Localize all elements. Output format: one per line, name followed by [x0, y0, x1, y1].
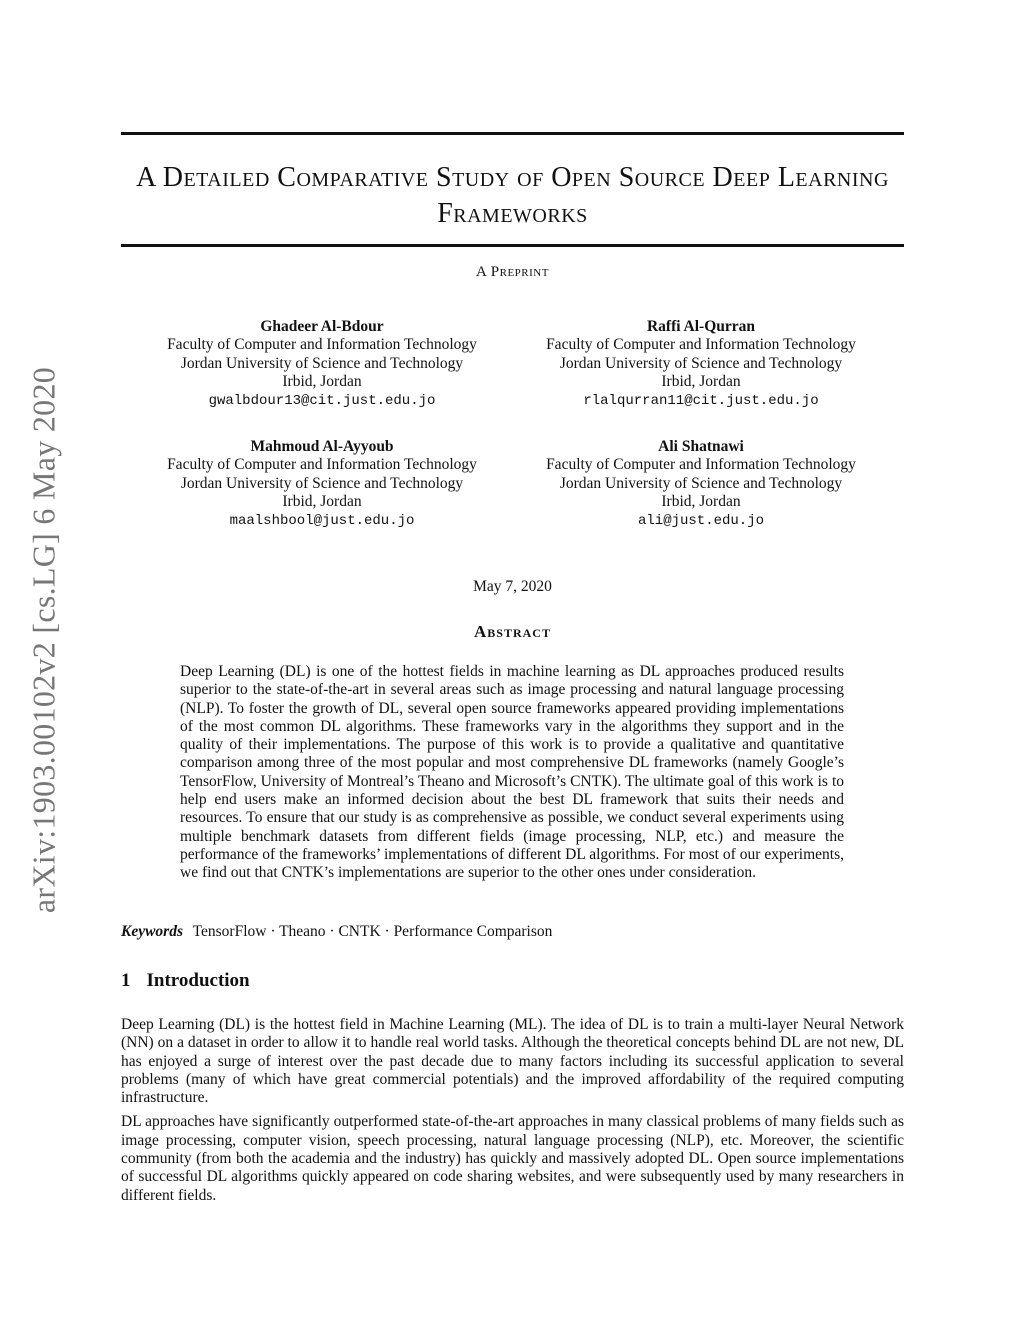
author-block — [122, 318, 522, 410]
paper-date: May 7, 2020 — [473, 578, 552, 595]
author-name: Ghadeer Al-Bdour — [260, 318, 384, 335]
body-paragraph: Deep Learning (DL) is the hottest field in Machine Learning (ML). The idea of DL is to train a multi-layer Neural Network (NN) on a dataset in order to allow it to handle real world tasks. Although the theoretical concepts behind DL are not new, DL has enjoyed a surge of interest over the past decade due to many factors including its successful application to several problems (many of which have great commercial potentials) and the improved affordability of the required computing infrastructure. — [121, 1016, 904, 1107]
author-block — [501, 318, 901, 410]
author-affiliation: Faculty of Computer and Information Technology — [546, 456, 856, 474]
title-top-rule — [121, 132, 904, 135]
abstract-heading: Abstract — [474, 622, 551, 641]
section-heading-introduction — [121, 970, 250, 992]
author-email[interactable]: maalshbool@just.edu.jo — [229, 512, 415, 529]
introduction-body — [121, 1016, 904, 1211]
author-location: Irbid, Jordan — [661, 493, 741, 511]
author-block — [501, 438, 901, 530]
author-location: Irbid, Jordan — [282, 493, 362, 511]
author-location: Irbid, Jordan — [282, 373, 362, 391]
section-number: 1 — [121, 970, 131, 991]
arxiv-identifier[interactable]: arXiv:1903.00102v2 [cs.LG] 6 May 2020 — [25, 366, 62, 914]
author-name: Ali Shatnawi — [658, 438, 744, 455]
body-paragraph: DL approaches have significantly outperformed state-of-the-art approaches in many classical problems of many fields such as image processing, computer vision, speech processing, natural language processing (NLP), etc. Moreover, the scientific community (from both the academia and the industry) has quickly and massively adopted DL. Open source implementations of successful DL algorithms quickly appeared on code sharing websites, and were subsequently used by many researchers in different fields. — [121, 1113, 904, 1204]
author-email[interactable]: gwalbdour13@cit.just.edu.jo — [208, 392, 436, 409]
keywords-label: Keywords — [121, 923, 183, 940]
author-name: Raffi Al-Qurran — [646, 318, 756, 335]
author-email[interactable]: ali@just.edu.jo — [637, 512, 765, 529]
author-university: Jordan University of Science and Technology — [559, 354, 843, 372]
preprint-label: A Preprint — [476, 264, 549, 280]
author-university: Jordan University of Science and Technology — [180, 474, 464, 492]
title-bottom-rule — [121, 244, 904, 247]
paper-title: A Detailed Comparative Study of Open Source Deep Learning Frameworks — [136, 162, 889, 229]
keywords-line — [121, 923, 552, 941]
author-university: Jordan University of Science and Technology — [559, 474, 843, 492]
author-location: Irbid, Jordan — [661, 373, 741, 391]
author-block — [122, 438, 522, 530]
author-affiliation: Faculty of Computer and Information Technology — [167, 336, 477, 354]
author-affiliation: Faculty of Computer and Information Technology — [167, 456, 477, 474]
abstract-text: Deep Learning (DL) is one of the hottest fields in machine learning as DL approaches produced results superior to the state-of-the-art in several areas such as image processing and natural language processing (NLP). To foster the growth of DL, several open source frameworks appeared providing implementations of the most common DL algorithms. These frameworks vary in the algorithms they support and in the quality of their implementations. The purpose of this work is to provide a qualitative and quantitative comparison among three of the most popular and most comprehensive DL frameworks (namely Google’s TensorFlow, University of Montreal’s Theano and Microsoft’s CNTK). The ultimate goal of this work is to help end users make an informed decision about the best DL framework that suits their needs and resources. To ensure that our study is as comprehensive as possible, we conduct several experiments using multiple benchmark datasets from different fields (image processing, NLP, etc.) and measure the performance of the frameworks’ implementations of different DL algorithms. For most of our experiments, we find out that CNTK’s implementations are superior to the other ones under consideration. — [180, 663, 844, 882]
author-affiliation: Faculty of Computer and Information Technology — [546, 336, 856, 354]
keywords-list: TensorFlow · Theano · CNTK · Performance Comparison — [192, 923, 553, 940]
author-university: Jordan University of Science and Technology — [180, 354, 464, 372]
author-email[interactable]: rlalqurran11@cit.just.edu.jo — [583, 392, 819, 409]
author-name: Mahmoud Al-Ayyoub — [250, 438, 394, 455]
section-title: Introduction — [146, 970, 250, 991]
